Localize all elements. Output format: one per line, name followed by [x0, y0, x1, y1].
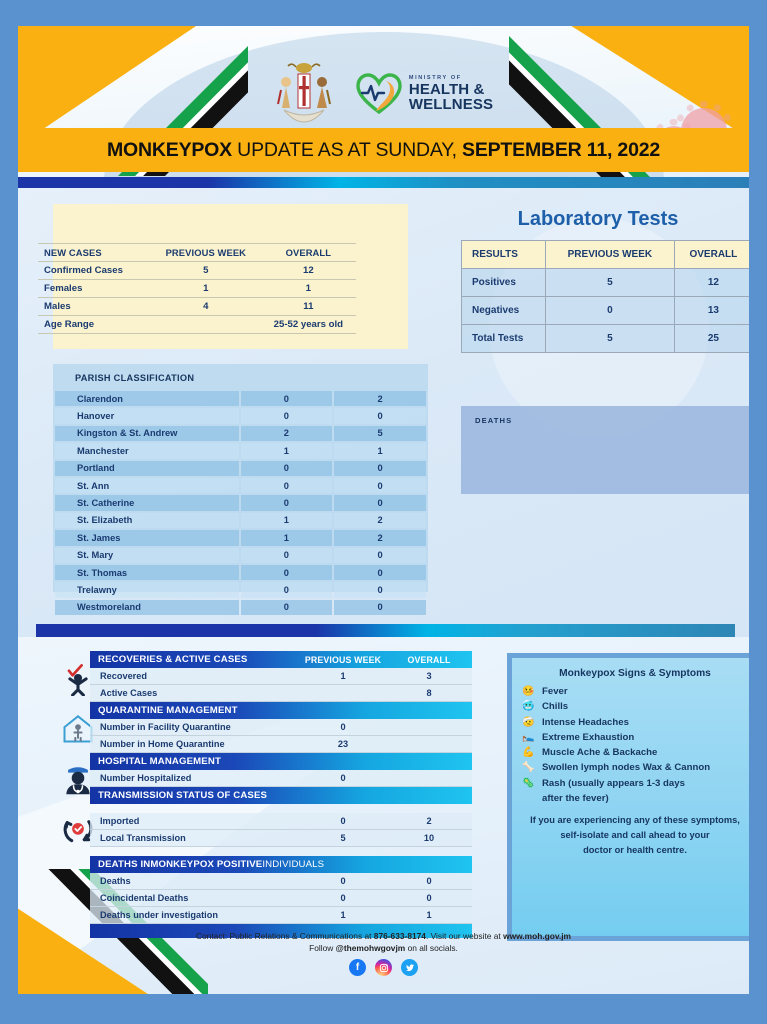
list-item — [522, 717, 748, 730]
symptom-label: Extreme Exhaustion — [542, 731, 635, 743]
parish-classification-card — [53, 364, 428, 613]
row-label: Coincidental Deaths — [90, 890, 300, 907]
advice-line2: self-isolate and call ahead to your — [560, 830, 710, 841]
row-label: Clarendon — [77, 393, 123, 404]
row-previous: 0 — [283, 498, 289, 509]
list-item — [522, 701, 748, 714]
footer-phone: 876-633-8174 — [373, 931, 426, 941]
row-overall: 2 — [377, 515, 383, 526]
list-item — [522, 762, 748, 775]
symptom-label: Rash (usually appears 1-3 days — [542, 777, 685, 789]
row-overall: 0 — [377, 411, 383, 422]
row-previous: 5 — [300, 830, 386, 847]
upper-section — [18, 188, 749, 613]
lower-section — [18, 637, 749, 994]
poster-title-band — [18, 128, 749, 172]
row-overall: 25 — [674, 325, 749, 353]
deaths-title-c: INDIVIDUALS — [262, 859, 325, 870]
table-row — [90, 907, 472, 924]
table-row — [462, 325, 750, 353]
row-label: Manchester — [77, 445, 129, 456]
row-previous: 0 — [283, 550, 289, 561]
row-label: Females — [38, 280, 151, 298]
hospital-section-header — [90, 753, 472, 770]
poster-footer — [18, 931, 749, 976]
row-label: St. Thomas — [77, 567, 128, 578]
row-previous: 0 — [283, 411, 289, 422]
row-overall: 8 — [386, 685, 472, 702]
row-previous: 5 — [546, 269, 675, 297]
row-label: Kingston & St. Andrew — [77, 428, 178, 439]
table-spacer — [90, 804, 472, 813]
symptom-label: Swollen lymph nodes Wax & Cannon — [542, 762, 711, 774]
table-row — [55, 443, 426, 458]
table-row — [55, 548, 426, 563]
table-row — [38, 298, 356, 316]
table-row — [38, 280, 356, 298]
recoveries-title: RECOVERIES & ACTIVE CASES — [98, 654, 248, 665]
row-previous: 0 — [283, 567, 289, 578]
ministry-pre-label: MINISTRY OF — [408, 74, 462, 81]
table-row — [90, 813, 472, 830]
lab-col-previous: PREVIOUS WEEK — [546, 241, 675, 269]
hospital-table — [90, 770, 472, 787]
symptom-label: Intense Headaches — [542, 716, 629, 728]
row-previous: 5 — [546, 325, 675, 353]
row-previous: 1 — [283, 445, 289, 456]
row-overall: 2 — [377, 393, 383, 404]
new-cases-col-previous: PREVIOUS WEEK — [151, 244, 261, 262]
deaths-table — [90, 873, 472, 924]
row-overall: 1 — [261, 280, 356, 298]
symptoms-list — [522, 686, 748, 791]
row-label: St. Elizabeth — [77, 515, 133, 526]
lab-col-overall: OVERALL — [674, 241, 749, 269]
row-label: St. Ann — [77, 480, 110, 491]
row-label: Hanover — [77, 411, 115, 422]
instagram-icon[interactable] — [375, 959, 392, 976]
table-row — [38, 262, 356, 280]
list-item — [522, 778, 748, 791]
table-row — [55, 530, 426, 545]
table-row — [90, 890, 472, 907]
row-overall: 11 — [261, 298, 356, 316]
footer-follow-suffix: on all socials. — [405, 943, 458, 953]
row-label: Negatives — [462, 297, 546, 325]
symptom-label: Chills — [542, 701, 569, 713]
footer-contact-prefix: Contact: Public Relations & Communications at — [195, 931, 374, 941]
row-overall: 12 — [674, 269, 749, 297]
infographic-poster — [18, 26, 749, 994]
lower-main-tables — [90, 651, 472, 938]
row-overall: 0 — [377, 498, 383, 509]
lymph-nodes-icon: 🦴 — [522, 762, 535, 774]
deaths-box-label: DEATHS — [475, 416, 513, 425]
table-row — [462, 297, 750, 325]
row-overall — [386, 770, 472, 787]
table-row — [55, 391, 426, 406]
row-previous: 1 — [151, 280, 261, 298]
twitter-icon[interactable] — [401, 959, 418, 976]
ministry-line2: WELLNESS — [408, 95, 494, 113]
symptoms-panel — [507, 653, 749, 941]
parish-title: PARISH CLASSIFICATION — [75, 373, 195, 383]
facebook-icon[interactable]: f — [349, 959, 366, 976]
social-links — [18, 959, 749, 976]
new-cases-title: NEW CASES — [38, 244, 151, 262]
row-overall: 0 — [377, 463, 383, 474]
list-item — [522, 732, 748, 745]
table-row — [90, 668, 472, 685]
table-row — [90, 830, 472, 847]
row-label: Number in Home Quarantine — [90, 736, 300, 753]
quarantine-table — [90, 719, 472, 753]
table-row — [55, 565, 426, 580]
section-divider-bar — [36, 624, 735, 637]
row-label: Trelawny — [77, 584, 117, 595]
footer-follow-prefix: Follow — [309, 943, 336, 953]
fever-icon: 🤒 — [522, 686, 535, 697]
row-overall — [386, 736, 472, 753]
row-label: Deaths — [90, 873, 300, 890]
table-row — [55, 461, 426, 476]
deaths-section-header — [90, 856, 472, 873]
table-row — [90, 685, 472, 702]
transmission-section-header — [90, 787, 472, 804]
table-row — [55, 495, 426, 510]
row-overall: 5 — [377, 428, 383, 439]
row-label: Imported — [90, 813, 300, 830]
row-previous: 0 — [300, 813, 386, 830]
row-overall: 2 — [377, 532, 383, 543]
row-overall: 3 — [386, 668, 472, 685]
row-previous: 0 — [300, 873, 386, 890]
new-cases-table — [38, 243, 356, 334]
row-overall: 0 — [377, 567, 383, 578]
hospital-title: HOSPITAL MANAGEMENT — [98, 756, 221, 767]
row-previous — [151, 316, 261, 334]
symptoms-advice — [522, 813, 748, 858]
table-row — [55, 600, 426, 615]
recoveries-col-previous: PREVIOUS WEEK — [304, 654, 382, 665]
deaths-title-a: DEATHS IN — [98, 859, 151, 870]
row-previous: 0 — [283, 602, 289, 613]
row-label: Portland — [77, 463, 115, 474]
row-overall: 0 — [386, 890, 472, 907]
heart-pulse-icon — [356, 73, 402, 115]
row-label: Number in Facility Quarantine — [90, 719, 300, 736]
table-row — [55, 513, 426, 528]
row-previous: 0 — [283, 463, 289, 474]
rash-icon: 🦠 — [522, 777, 535, 789]
row-overall — [386, 719, 472, 736]
row-label: Total Tests — [462, 325, 546, 353]
table-row — [55, 478, 426, 493]
list-item — [522, 747, 748, 760]
headache-icon: 🤕 — [522, 716, 535, 728]
parish-table — [53, 389, 428, 617]
header-underline-bar — [18, 177, 749, 188]
row-overall: 0 — [377, 480, 383, 491]
exhaustion-icon: 🛌 — [522, 731, 535, 743]
row-previous: 0 — [283, 480, 289, 491]
rash-continuation: after the fever) — [542, 793, 609, 805]
recoveries-section-header — [90, 651, 472, 668]
table-row — [90, 770, 472, 787]
table-row — [38, 316, 356, 334]
row-previous: 0 — [300, 770, 386, 787]
row-label: St. Mary — [77, 550, 114, 561]
row-previous: 0 — [300, 890, 386, 907]
row-overall: 10 — [386, 830, 472, 847]
row-overall: 1 — [377, 445, 383, 456]
row-previous: 0 — [283, 393, 289, 404]
row-label: Confirmed Cases — [38, 262, 151, 280]
new-cases-col-overall: OVERALL — [261, 244, 356, 262]
row-overall: 0 — [377, 550, 383, 561]
title-monkeypox: MONKEYPOX — [106, 138, 232, 161]
table-row — [55, 426, 426, 441]
title-date: SEPTEMBER 11, 2022 — [456, 138, 661, 161]
footer-social-handle: @themohwgovjm — [335, 943, 406, 953]
chills-icon: 🥶 — [522, 701, 535, 713]
row-label: St. James — [77, 532, 121, 543]
row-previous — [300, 685, 386, 702]
row-overall: 1 — [386, 907, 472, 924]
row-previous: 4 — [151, 298, 261, 316]
row-overall: 12 — [261, 262, 356, 280]
table-row — [90, 873, 472, 890]
footer-website: www.moh.gov.jm — [503, 931, 572, 941]
table-spacer — [90, 847, 472, 856]
row-overall: 0 — [386, 873, 472, 890]
muscle-ache-icon: 💪 — [522, 747, 535, 759]
ministry-line1: HEALTH & — [408, 80, 485, 98]
row-label: Number Hospitalized — [90, 770, 300, 787]
recoveries-col-overall: OVERALL — [407, 654, 451, 665]
row-label: Recovered — [90, 668, 300, 685]
row-label: Deaths under investigation — [90, 907, 300, 924]
row-previous: 1 — [300, 668, 386, 685]
transmission-title: TRANSMISSION STATUS OF CASES — [98, 790, 268, 801]
table-row — [55, 408, 426, 423]
deaths-empty-box — [461, 406, 749, 494]
jamaica-coat-of-arms-icon — [274, 60, 334, 128]
row-previous: 1 — [283, 515, 289, 526]
table-row — [55, 582, 426, 597]
quarantine-title: QUARANTINE MANAGEMENT — [98, 705, 238, 716]
table-row — [90, 736, 472, 753]
row-overall: 0 — [377, 602, 383, 613]
quarantine-section-header — [90, 702, 472, 719]
lab-col-results: RESULTS — [462, 241, 546, 269]
poster-header — [18, 26, 749, 188]
row-previous: 1 — [283, 532, 289, 543]
row-label: Age Range — [38, 316, 151, 334]
row-label: St. Catherine — [77, 498, 135, 509]
title-update-text: UPDATE AS AT SUNDAY, — [231, 138, 457, 161]
advice-line3: doctor or health centre. — [583, 845, 687, 856]
row-overall: 25-52 years old — [261, 316, 356, 334]
row-label: Active Cases — [90, 685, 300, 702]
row-label: Males — [38, 298, 151, 316]
laboratory-tests-table — [461, 240, 749, 353]
row-overall: 13 — [674, 297, 749, 325]
row-overall: 0 — [377, 584, 383, 595]
symptoms-title: Monkeypox Signs & Symptoms — [559, 668, 711, 679]
row-previous: 0 — [300, 719, 386, 736]
transmission-table — [90, 813, 472, 847]
row-previous: 0 — [283, 584, 289, 595]
ministry-of-health-logo — [356, 73, 493, 115]
advice-line1: If you are experiencing any of these symptoms, — [530, 815, 740, 826]
table-row — [90, 719, 472, 736]
symptom-label: Muscle Ache & Backache — [542, 747, 658, 759]
row-overall: 2 — [386, 813, 472, 830]
row-previous: 0 — [546, 297, 675, 325]
row-label: Local Transmission — [90, 830, 300, 847]
row-previous: 5 — [151, 262, 261, 280]
row-previous: 2 — [283, 428, 289, 439]
table-row — [462, 269, 750, 297]
row-label: Positives — [462, 269, 546, 297]
deaths-title-b: MONKEYPOX POSITIVE — [150, 859, 263, 870]
row-previous: 23 — [300, 736, 386, 753]
laboratory-tests-title: Laboratory Tests — [517, 208, 679, 230]
symptom-label: Fever — [542, 686, 568, 697]
recoveries-table — [90, 668, 472, 702]
row-previous: 1 — [300, 907, 386, 924]
row-label: Westmoreland — [77, 602, 141, 613]
header-logos — [18, 60, 749, 128]
footer-website-prefix: . Visit our website at — [425, 931, 504, 941]
list-item — [522, 686, 748, 699]
